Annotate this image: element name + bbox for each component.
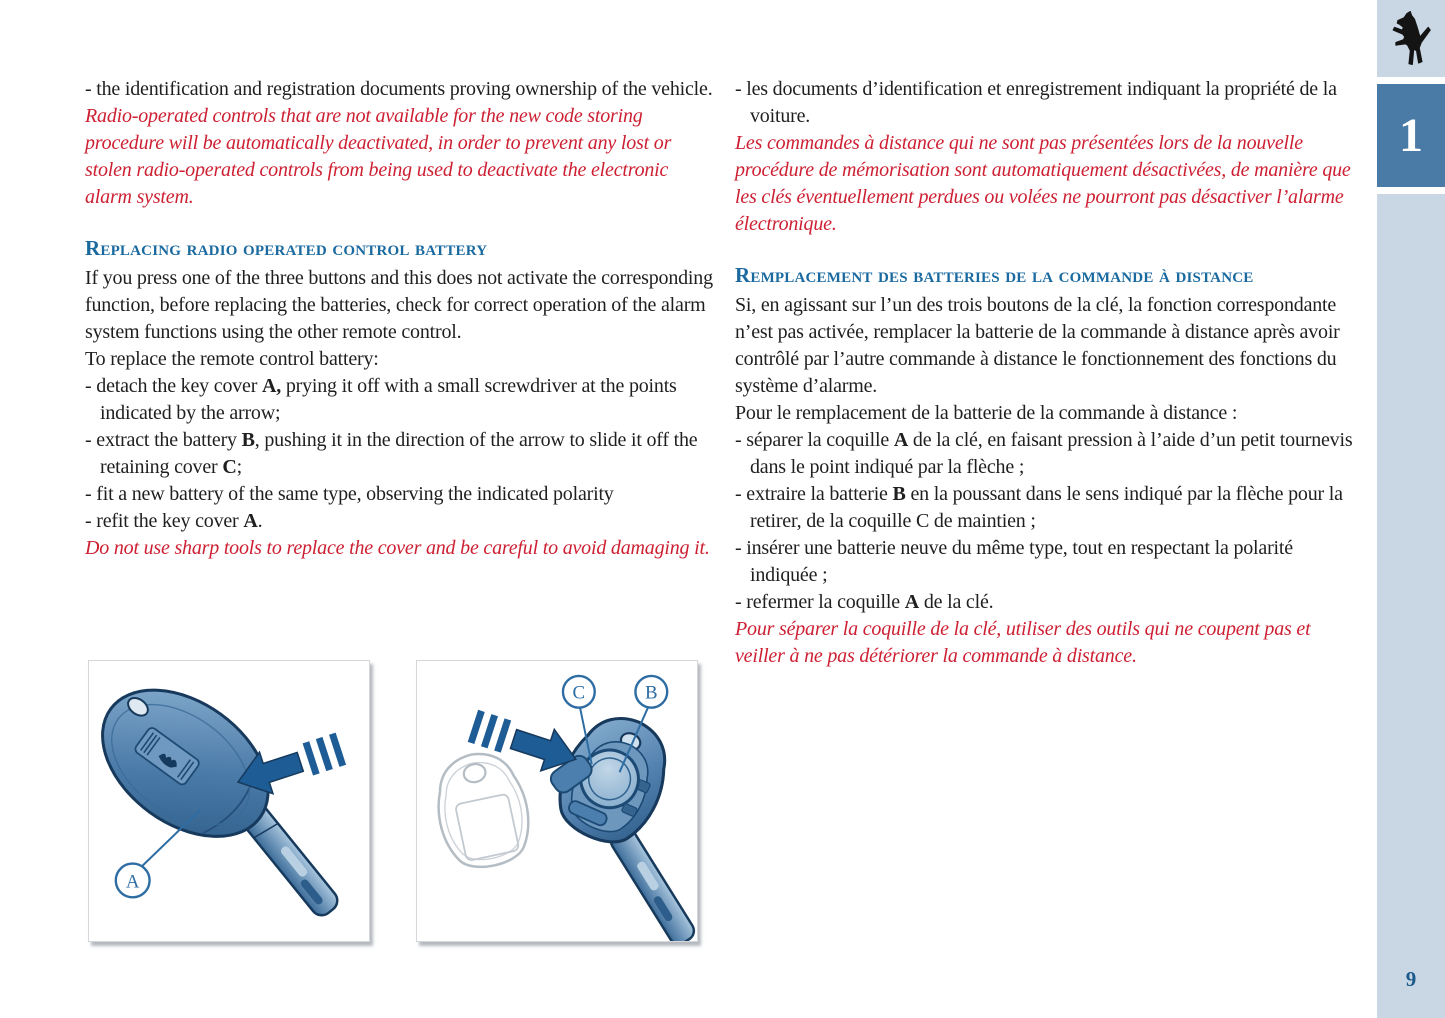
key-cover-illustration [89, 661, 369, 941]
list-item: - refit the key cover A. [85, 510, 263, 532]
bullet-marker: - [735, 537, 747, 559]
callout-a-label: A [125, 871, 140, 893]
figure-key-battery [416, 660, 698, 942]
section-heading: Remplacement des batteries de la commande à distance [735, 263, 1254, 287]
warning-note: Do not use sharp tools to replace the cover and be careful to avoid damaging it. [85, 537, 710, 559]
list-item: - fit a new battery of the same type, observing the indicated polarity [85, 483, 614, 505]
bullet-marker: - [85, 483, 97, 505]
chapter-tab [1377, 84, 1445, 187]
column-english [85, 76, 713, 562]
bullet-marker: - [735, 429, 747, 451]
detached-cover-outline [428, 746, 538, 875]
ferrari-logo-icon [1389, 7, 1433, 71]
list-item: - extract the battery B, pushing it in the direction of the arrow to slide it off the retaining cover C; [85, 429, 698, 478]
list-item: - the identification and registration documents proving ownership of the vehicle. [85, 78, 713, 100]
list-item: - extraire la batterie B en la poussant dans le sens indiqué par la flèche pour la retirer, de la coquille C de maintien ; [735, 483, 1343, 532]
list-item: - séparer la coquille A de la clé, en faisant pression à l’aide d’un petit tournevis dans le point indiqué par la flèche ; [735, 429, 1353, 478]
bullet-marker: - [735, 591, 747, 613]
warning-note: Radio-operated controls that are not available for the new code storing procedure will be automatically deactivated, in order to prevent any lost or stolen radio-operated controls from being used to deactivate the electronic alarm system. [85, 105, 672, 208]
paragraph: Si, en agissant sur l’un des trois boutons de la clé, la fonction correspondante n’est pas activée, remplacer la batterie de la commande à distance après avoir contrôlé par l’autre commande à distance le fonctionnement des fonctions du système d’alarme. [735, 294, 1340, 397]
section-heading: Replacing radio operated control battery [85, 236, 488, 260]
sidebar-strip [1377, 0, 1445, 1018]
bullet-marker: - [85, 510, 97, 532]
key-battery-illustration [417, 661, 697, 941]
callout-a [116, 810, 200, 897]
bullet-marker: - [85, 78, 97, 100]
paragraph: To replace the remote control battery: [85, 348, 379, 370]
key-head-open [532, 697, 683, 856]
paragraph: Pour le remplacement de la batterie de la commande à distance : [735, 402, 1238, 424]
page-number: 9 [1405, 967, 1417, 991]
warning-note: Pour séparer la coquille de la clé, utiliser des outils qui ne coupent pas et veiller à ne pas détériorer la commande à distance. [735, 618, 1311, 667]
column-french [735, 76, 1363, 670]
list-item: - detach the key cover A, prying it off with a small screwdriver at the points indicated by the arrow; [85, 375, 677, 424]
bullet-marker: - [85, 429, 97, 451]
bullet-marker: - [85, 375, 97, 397]
list-item: - les documents d’identification et enregistrement indiquant la propriété de la voiture. [735, 78, 1337, 127]
figure-key-cover [88, 660, 370, 942]
logo-box [1377, 0, 1445, 77]
list-item: - insérer une batterie neuve du même type, tout en respectant la polarité indiquée ; [735, 537, 1293, 586]
callout-b-label: B [645, 682, 658, 704]
sidebar-body [1377, 194, 1445, 1018]
bullet-marker: - [735, 78, 747, 100]
bullet-marker: - [735, 483, 747, 505]
chapter-number: 1 [1399, 109, 1423, 162]
warning-note: Les commandes à distance qui ne sont pas présentées lors de la nouvelle procédure de mémorisation sont automatiquement désactivées, de manière que les clés éventuellement perdues ou volées ne pourront pas désactiver l’alarme électronique. [735, 132, 1351, 235]
paragraph: If you press one of the three buttons and this does not activate the corresponding function, before replacing the batteries, check for correct operation of the alarm system functions using the other remote control. [85, 267, 713, 343]
list-item: - refermer la coquille A de la clé. [735, 591, 994, 613]
callout-c-label: C [572, 682, 586, 704]
